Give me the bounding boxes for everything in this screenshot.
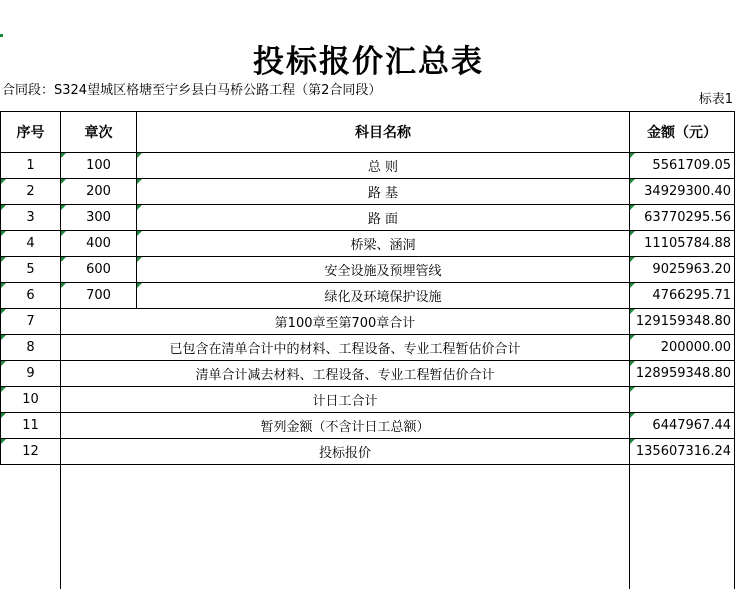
empty-row	[1, 465, 735, 590]
row-no[interactable]: 12	[1, 439, 61, 465]
row-no[interactable]: 10	[1, 387, 61, 413]
row-no[interactable]: 8	[1, 335, 61, 361]
table-row	[1, 283, 735, 309]
summary-table	[0, 111, 735, 589]
header-amount: 金额（元）	[630, 112, 735, 153]
empty-cell[interactable]	[61, 465, 630, 590]
row-amount[interactable]: 135607316.24	[630, 439, 735, 465]
row-chapter[interactable]: 200	[61, 179, 137, 205]
row-chapter[interactable]: 600	[61, 257, 137, 283]
header-item: 科目名称	[137, 112, 630, 153]
row-item[interactable]: 路 基	[137, 179, 630, 205]
row-item[interactable]: 安全设施及预埋管线	[137, 257, 630, 283]
row-amount[interactable]: 34929300.40	[630, 179, 735, 205]
row-item[interactable]: 第100章至第700章合计	[61, 309, 630, 335]
row-no[interactable]: 2	[1, 179, 61, 205]
table-row	[1, 179, 735, 205]
row-no[interactable]: 9	[1, 361, 61, 387]
row-amount[interactable]: 11105784.88	[630, 231, 735, 257]
empty-cell[interactable]	[630, 465, 735, 590]
row-no[interactable]: 11	[1, 413, 61, 439]
row-chapter[interactable]: 100	[61, 153, 137, 179]
table-number: 标表1	[698, 92, 733, 107]
row-no[interactable]: 1	[1, 153, 61, 179]
row-item[interactable]: 总 则	[137, 153, 630, 179]
summary-row	[1, 361, 735, 387]
summary-row	[1, 309, 735, 335]
row-item[interactable]: 暂列金额（不含计日工总额）	[61, 413, 630, 439]
summary-row	[1, 335, 735, 361]
row-no[interactable]: 6	[1, 283, 61, 309]
row-chapter[interactable]: 400	[61, 231, 137, 257]
page-title: 投标报价汇总表	[253, 44, 484, 80]
row-amount[interactable]: 129159348.80	[630, 309, 735, 335]
row-item[interactable]: 计日工合计	[61, 387, 630, 413]
row-chapter[interactable]: 700	[61, 283, 137, 309]
row-amount[interactable]: 200000.00	[630, 335, 735, 361]
header-row	[1, 112, 735, 153]
row-amount[interactable]: 5561709.05	[630, 153, 735, 179]
row-amount[interactable]: 128959348.80	[630, 361, 735, 387]
header-no: 序号	[1, 112, 61, 153]
row-item[interactable]: 清单合计减去材料、工程设备、专业工程暂估价合计	[61, 361, 630, 387]
row-amount[interactable]: 6447967.44	[630, 413, 735, 439]
summary-row	[1, 413, 735, 439]
table-row	[1, 205, 735, 231]
row-item[interactable]: 已包含在清单合计中的材料、工程设备、专业工程暂估价合计	[61, 335, 630, 361]
row-no[interactable]: 7	[1, 309, 61, 335]
row-amount[interactable]: 63770295.56	[630, 205, 735, 231]
header-chapter: 章次	[61, 112, 137, 153]
row-amount[interactable]: 4766295.71	[630, 283, 735, 309]
row-item[interactable]: 投标报价	[61, 439, 630, 465]
empty-cell[interactable]	[1, 465, 61, 590]
table-row	[1, 153, 735, 179]
table-row	[1, 257, 735, 283]
row-amount[interactable]: 9025963.20	[630, 257, 735, 283]
row-item[interactable]: 绿化及环境保护设施	[137, 283, 630, 309]
row-no[interactable]: 5	[1, 257, 61, 283]
summary-row	[1, 387, 735, 413]
row-chapter[interactable]: 300	[61, 205, 137, 231]
row-item[interactable]: 桥梁、涵洞	[137, 231, 630, 257]
row-no[interactable]: 4	[1, 231, 61, 257]
row-item[interactable]: 路 面	[137, 205, 630, 231]
section-label: 合同段：S324望城区格塘至宁乡县白马桥公路工程（第2合同段）	[2, 83, 382, 98]
summary-row	[1, 439, 735, 465]
table-row	[1, 231, 735, 257]
row-amount[interactable]	[630, 387, 735, 413]
row-no[interactable]: 3	[1, 205, 61, 231]
